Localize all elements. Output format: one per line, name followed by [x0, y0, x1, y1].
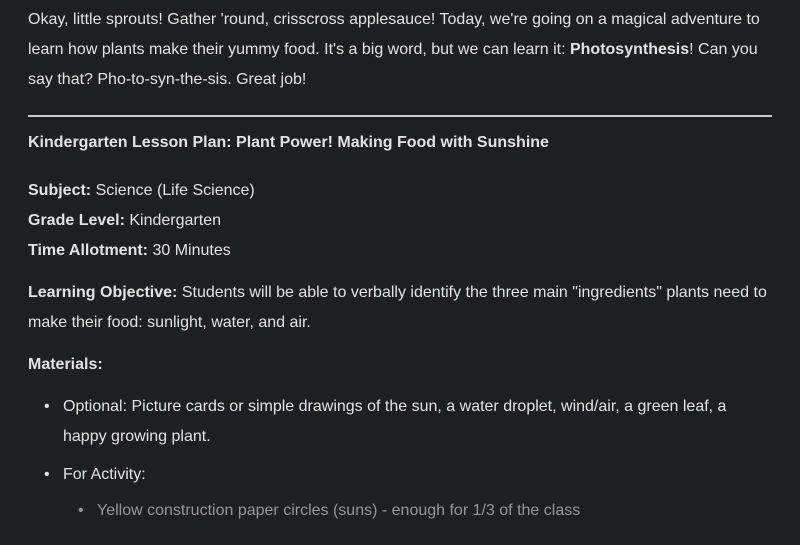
detail-value-grade-level: Kindergarten — [124, 212, 221, 229]
list-item-for-activity — [28, 460, 772, 526]
materials-heading — [28, 350, 772, 380]
intro-paragraph — [28, 5, 772, 95]
detail-value-subject: Science (Life Science) — [91, 182, 255, 199]
list-item-row — [28, 392, 772, 452]
materials-heading-label: Materials: — [28, 356, 103, 373]
detail-row-grade-level — [28, 206, 772, 236]
learning-objective-paragraph — [28, 278, 772, 338]
list-item-row — [62, 496, 772, 526]
detail-row-subject — [28, 176, 772, 206]
detail-value-time-allotment: 30 Minutes — [148, 242, 231, 259]
list-item-text: Yellow construction paper circles (suns) - enough for 1/3 of the class — [97, 502, 581, 519]
detail-row-time-allotment — [28, 236, 772, 266]
lesson-title: Kindergarten Lesson Plan: Plant Power! Making Food with Sunshine — [28, 134, 549, 151]
bullet-icon: • — [44, 466, 50, 483]
learning-objective-text: Students will be able to verbally identify the three main "ingredients" plants need to make their food: sunlight, water, and air. — [28, 284, 767, 331]
intro-text-pre: Okay, little sprouts! Gather 'round, crisscross applesauce! Today, we're going on a magical adventure to learn how plants make their yummy food. It's a big word, but we can learn it: — [28, 11, 760, 58]
bullet-icon: • — [78, 502, 84, 519]
intro-bold-term: Photosynthesis — [569, 41, 690, 58]
list-item-row — [28, 460, 772, 490]
section-divider — [28, 115, 772, 117]
detail-label-time-allotment: Time Allotment: — [28, 242, 149, 259]
for-activity-sublist — [62, 496, 772, 526]
list-item-optional — [28, 392, 772, 452]
list-item-text: For Activity: — [63, 466, 146, 483]
materials-list — [28, 392, 772, 526]
detail-label-grade-level: Grade Level: — [28, 212, 125, 229]
list-item-nested-suns — [62, 496, 772, 526]
learning-objective-label: Learning Objective: — [28, 284, 178, 301]
list-item-text: Optional: Picture cards or simple drawings of the sun, a water droplet, wind/air, a green leaf, a happy growing plant. — [63, 398, 727, 445]
intro-text-post: ! Can you say that? Pho-to-syn-the-sis. Great job! — [28, 41, 758, 88]
bullet-icon: • — [44, 398, 50, 415]
lesson-details — [28, 176, 772, 266]
detail-label-subject: Subject: — [28, 182, 92, 199]
